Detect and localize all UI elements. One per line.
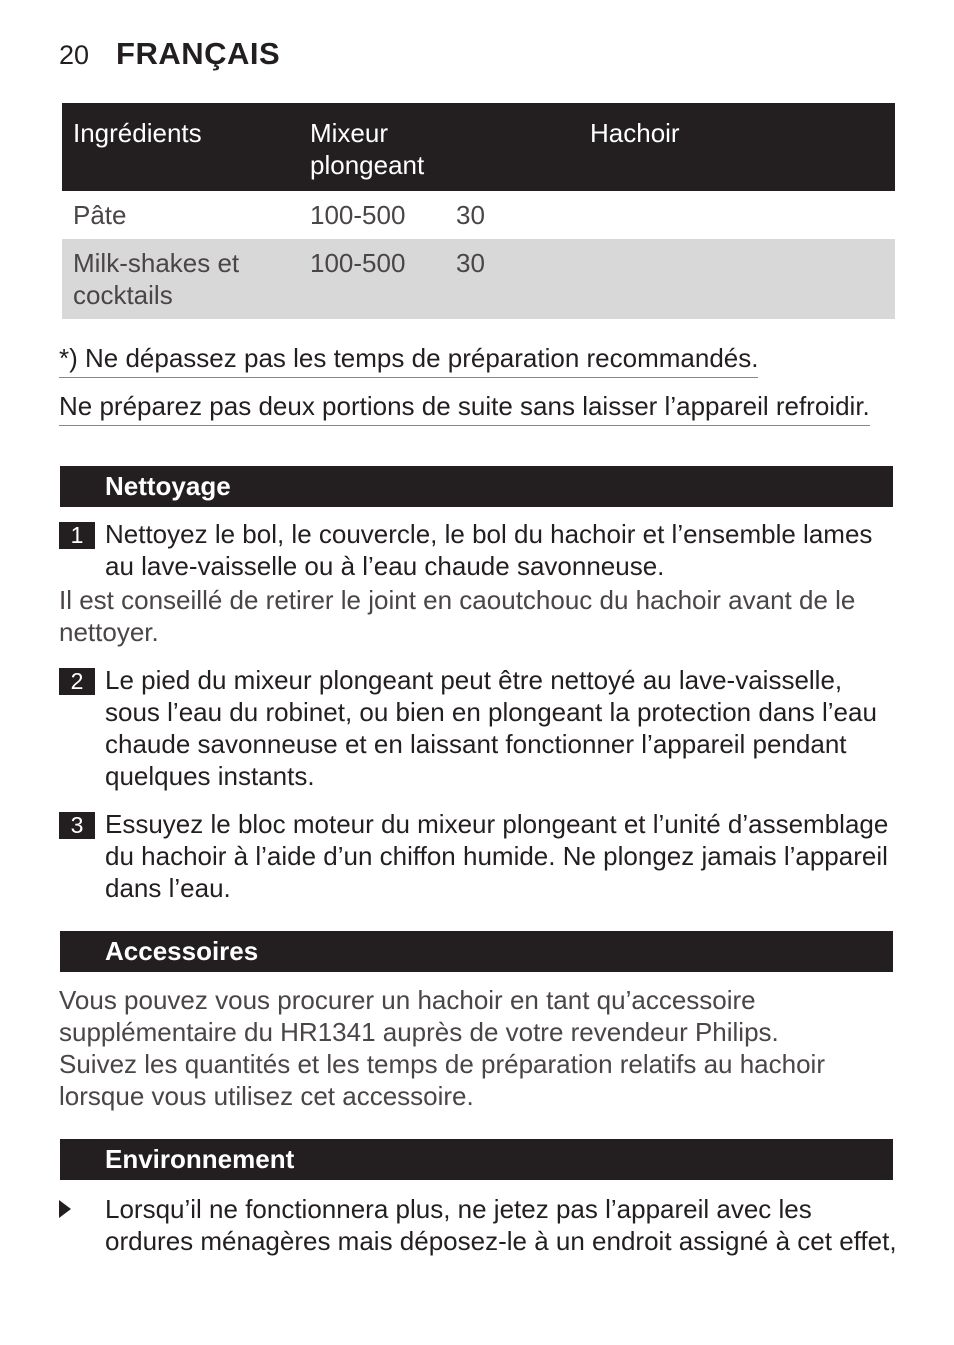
accessories-text: Vous pouvez vous procurer un hachoir en tant qu’accessoire supplémentaire du HR1341 auprès de votre revendeur Philips. Suivez les quantités et les temps de préparation relatifs au hachoir lorsque vous utilisez cet accessoire. (59, 985, 825, 1111)
table-cell: 100-500 (310, 200, 406, 230)
cleaning-tip: Il est conseillé de retirer le joint en caoutchouc du hachoir avant de le nettoyer. (59, 585, 856, 647)
step-number: 1 (59, 522, 95, 549)
table-row (62, 191, 895, 239)
column-header-empty (445, 103, 579, 191)
table-cell: 30 (456, 200, 485, 230)
table-cell: 30 (456, 248, 485, 278)
page-number: 20 (59, 40, 90, 70)
table-row (62, 239, 895, 319)
step-2 (59, 664, 899, 792)
section-title-accessories: Accessoires (60, 931, 893, 972)
table-cell (579, 239, 895, 319)
step-number: 3 (59, 812, 95, 839)
page-header (59, 36, 280, 72)
environment-bullet (59, 1193, 899, 1257)
section-title-environment: Environnement (60, 1139, 893, 1180)
bullet-text: Lorsqu’il ne fonctionnera plus, ne jetez pas l’appareil avec les ordures ménagères mais déposez-le à un endroit assigné à cet effet, (105, 1194, 897, 1256)
triangle-bullet-icon (59, 1200, 71, 1218)
table-cell: 100-500 (310, 248, 406, 278)
step-1 (59, 518, 899, 582)
step-text: Le pied du mixeur plongeant peut être nettoyé au lave-vaisselle, sous l’eau du robinet, ou bien en plongeant la protection dans l’eau chaude savonneuse et en laissant fonctionner l’appareil pendant quelques instants. (105, 665, 877, 791)
column-header-blender: Mixeur plongeant (310, 118, 425, 180)
note-cooling: Ne préparez pas deux portions de suite sans laisser l’appareil refroidir. (59, 390, 870, 426)
table-header-row (62, 103, 895, 191)
table-cell: Milk-shakes et cocktails (73, 248, 240, 310)
step-3 (59, 808, 899, 904)
column-header-chopper: Hachoir (590, 118, 680, 148)
note-preparation-times: *) Ne dépassez pas les temps de préparation recommandés. (59, 342, 758, 378)
step-number: 2 (59, 668, 95, 695)
step-text: Nettoyez le bol, le couvercle, le bol du hachoir et l’ensemble lames au lave-vaisselle ou à l’eau chaude savonneuse. (105, 519, 873, 581)
table-cell: Pâte (73, 200, 127, 230)
language-heading: FRANÇAIS (116, 36, 281, 71)
step-text: Essuyez le bloc moteur du mixeur plongeant et l’unité d’assemblage du hachoir à l’aide d’un chiffon humide. Ne plongez jamais l’appareil dans l’eau. (105, 809, 889, 903)
table-cell (579, 191, 895, 239)
section-title-cleaning: Nettoyage (60, 466, 893, 507)
ingredients-table (62, 103, 895, 319)
column-header-ingredients: Ingrédients (73, 118, 202, 148)
